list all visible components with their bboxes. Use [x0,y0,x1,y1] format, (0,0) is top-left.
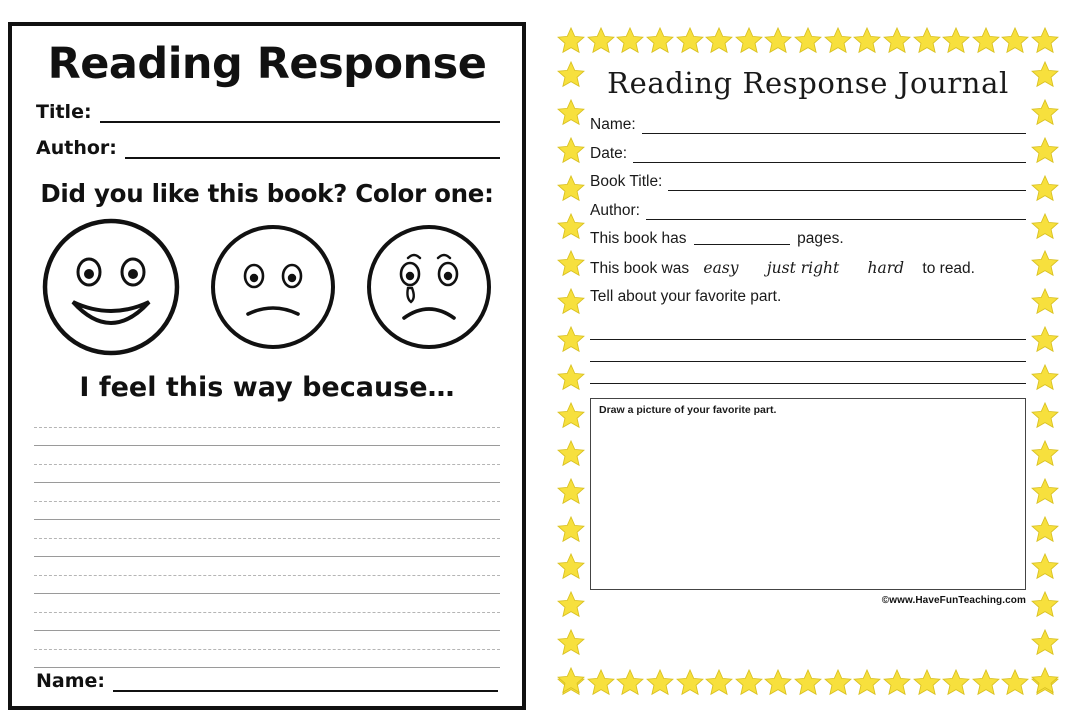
star-icon-bottom [704,668,734,697]
answer-line[interactable] [590,340,1026,362]
favorite-part-prompt: Tell about your favorite part. [590,288,782,305]
star-icon-bottom [912,668,942,697]
title-field-input[interactable] [100,105,500,123]
title-field-label: Title: [36,101,92,124]
star-icon-bottom [763,668,793,697]
page-count-prefix: This book has [590,230,687,247]
journal-author-row[interactable] [590,202,1026,220]
writing-line[interactable] [34,446,500,483]
journal-date-label: Date: [590,144,628,162]
star-icon-right [1030,136,1060,165]
dashed-guide [34,575,500,576]
star-icon-top [586,26,616,55]
journal-author-input[interactable] [646,205,1026,220]
star-icon-right [1030,212,1060,241]
page-title: Reading Response [47,39,487,89]
left-worksheet [8,22,526,710]
star-icon-top [1000,26,1030,55]
difficulty-prefix: This book was [590,259,690,277]
star-icon-left [556,515,586,544]
star-icon-top [1030,26,1060,55]
star-icon-left [556,628,586,657]
star-icon-top [882,26,912,55]
dashed-guide [34,427,500,428]
star-icon-left [556,60,586,89]
happy-face-icon[interactable] [40,216,182,358]
star-icon-left [556,212,586,241]
star-icon-top [941,26,971,55]
star-icon-right [1030,477,1060,506]
dashed-guide [34,612,500,613]
writing-line[interactable] [34,409,500,446]
star-icon-top [793,26,823,55]
page-count-suffix: pages. [797,230,844,247]
journal-date-input[interactable] [633,148,1026,163]
star-icon-top [823,26,853,55]
copyright-credit: ©www.HaveFunTeaching.com [881,595,1026,606]
star-icon-top [615,26,645,55]
star-icon-right [1030,401,1060,430]
star-icon-left [556,477,586,506]
journal-book-title-input[interactable] [668,176,1026,191]
star-icon-bottom [941,668,971,697]
star-icon-right [1030,325,1060,354]
star-icon-left [556,666,586,695]
star-icon-top [763,26,793,55]
star-icon-right [1030,590,1060,619]
star-icon-bottom [645,668,675,697]
page-count-sentence [590,230,1026,248]
difficulty-options[interactable] [693,259,918,278]
writing-line[interactable] [34,631,500,668]
face-choice-group[interactable] [34,212,500,358]
star-icon-left [556,363,586,392]
star-icon-top [556,26,586,55]
star-icon-right [1030,439,1060,468]
star-icon-left [556,174,586,203]
star-icon-top [675,26,705,55]
star-icon-right [1030,60,1060,89]
sad-face-icon[interactable] [364,222,494,352]
star-icon-top [734,26,764,55]
star-icon-right [1030,666,1060,695]
author-field-input[interactable] [125,141,500,159]
difficulty-suffix: to read. [922,259,975,277]
star-icon-bottom [586,668,616,697]
journal-date-row[interactable] [590,145,1026,163]
feeling-prompt: I feel this way because… [79,372,455,404]
like-book-question: Did you like this book? Color one: [40,179,494,209]
star-icon-right [1030,628,1060,657]
star-icon-right [1030,287,1060,316]
journal-title: Reading Response Journal [607,66,1009,100]
star-icon-left [556,552,586,581]
difficulty-option-easy[interactable]: easy [703,258,739,277]
star-icon-top [971,26,1001,55]
journal-name-input[interactable] [642,119,1026,134]
difficulty-sentence [590,259,1026,278]
journal-name-row[interactable] [590,116,1026,134]
dashed-guide [34,464,500,465]
star-icon-left [556,287,586,316]
dashed-guide [34,538,500,539]
title-field-row[interactable] [36,101,500,123]
star-icon-top [912,26,942,55]
journal-book-title-row[interactable] [590,173,1026,191]
star-icon-left [556,439,586,468]
answer-line[interactable] [590,318,1026,340]
star-icon-right [1030,174,1060,203]
solid-baseline [34,667,500,668]
writing-line[interactable] [34,520,500,557]
star-icon-left [556,249,586,278]
drawing-box[interactable] [590,398,1026,590]
star-icon-top [852,26,882,55]
dashed-guide [34,649,500,650]
neutral-face-icon[interactable] [208,222,338,352]
star-icon-bottom [971,668,1001,697]
star-icon-left [556,136,586,165]
star-icon-right [1030,552,1060,581]
name-field-input[interactable] [113,674,498,692]
name-field-label: Name: [36,670,106,692]
star-icon-right [1030,515,1060,544]
star-icon-left [556,98,586,127]
star-icon-right [1030,98,1060,127]
right-worksheet [556,26,1060,698]
difficulty-option-just-right[interactable]: just right [766,258,840,277]
star-icon-bottom [793,668,823,697]
writing-line[interactable] [34,483,500,520]
star-icon-bottom [734,668,764,697]
star-icon-top [645,26,675,55]
writing-line[interactable] [34,594,500,631]
star-icon-left [556,401,586,430]
answer-line[interactable] [590,362,1026,384]
drawing-box-caption: Draw a picture of your favorite part. [599,404,777,416]
favorite-part-answer-lines[interactable] [590,318,1026,384]
star-icon-bottom [882,668,912,697]
star-icon-right [1030,363,1060,392]
journal-book-title-label: Book Title: [590,173,663,190]
name-field-row[interactable] [36,670,498,692]
writing-line[interactable] [34,557,500,594]
star-icon-bottom [615,668,645,697]
star-icon-bottom [1000,668,1030,697]
difficulty-option-hard[interactable]: hard [867,258,905,277]
journal-content [590,60,1026,664]
star-icon-bottom [852,668,882,697]
dashed-guide [34,501,500,502]
star-icon-left [556,590,586,619]
journal-name-label: Name: [590,116,636,133]
star-icon-bottom [823,668,853,697]
author-field-row[interactable] [36,137,500,159]
star-icon-right [1030,249,1060,278]
star-icon-top [704,26,734,55]
writing-lines[interactable] [34,409,500,668]
author-field-label: Author: [36,137,117,160]
page-count-input[interactable] [694,244,790,245]
star-icon-left [556,325,586,354]
star-icon-bottom [675,668,705,697]
left-worksheet-frame [8,22,526,710]
journal-author-label: Author: [590,201,640,219]
